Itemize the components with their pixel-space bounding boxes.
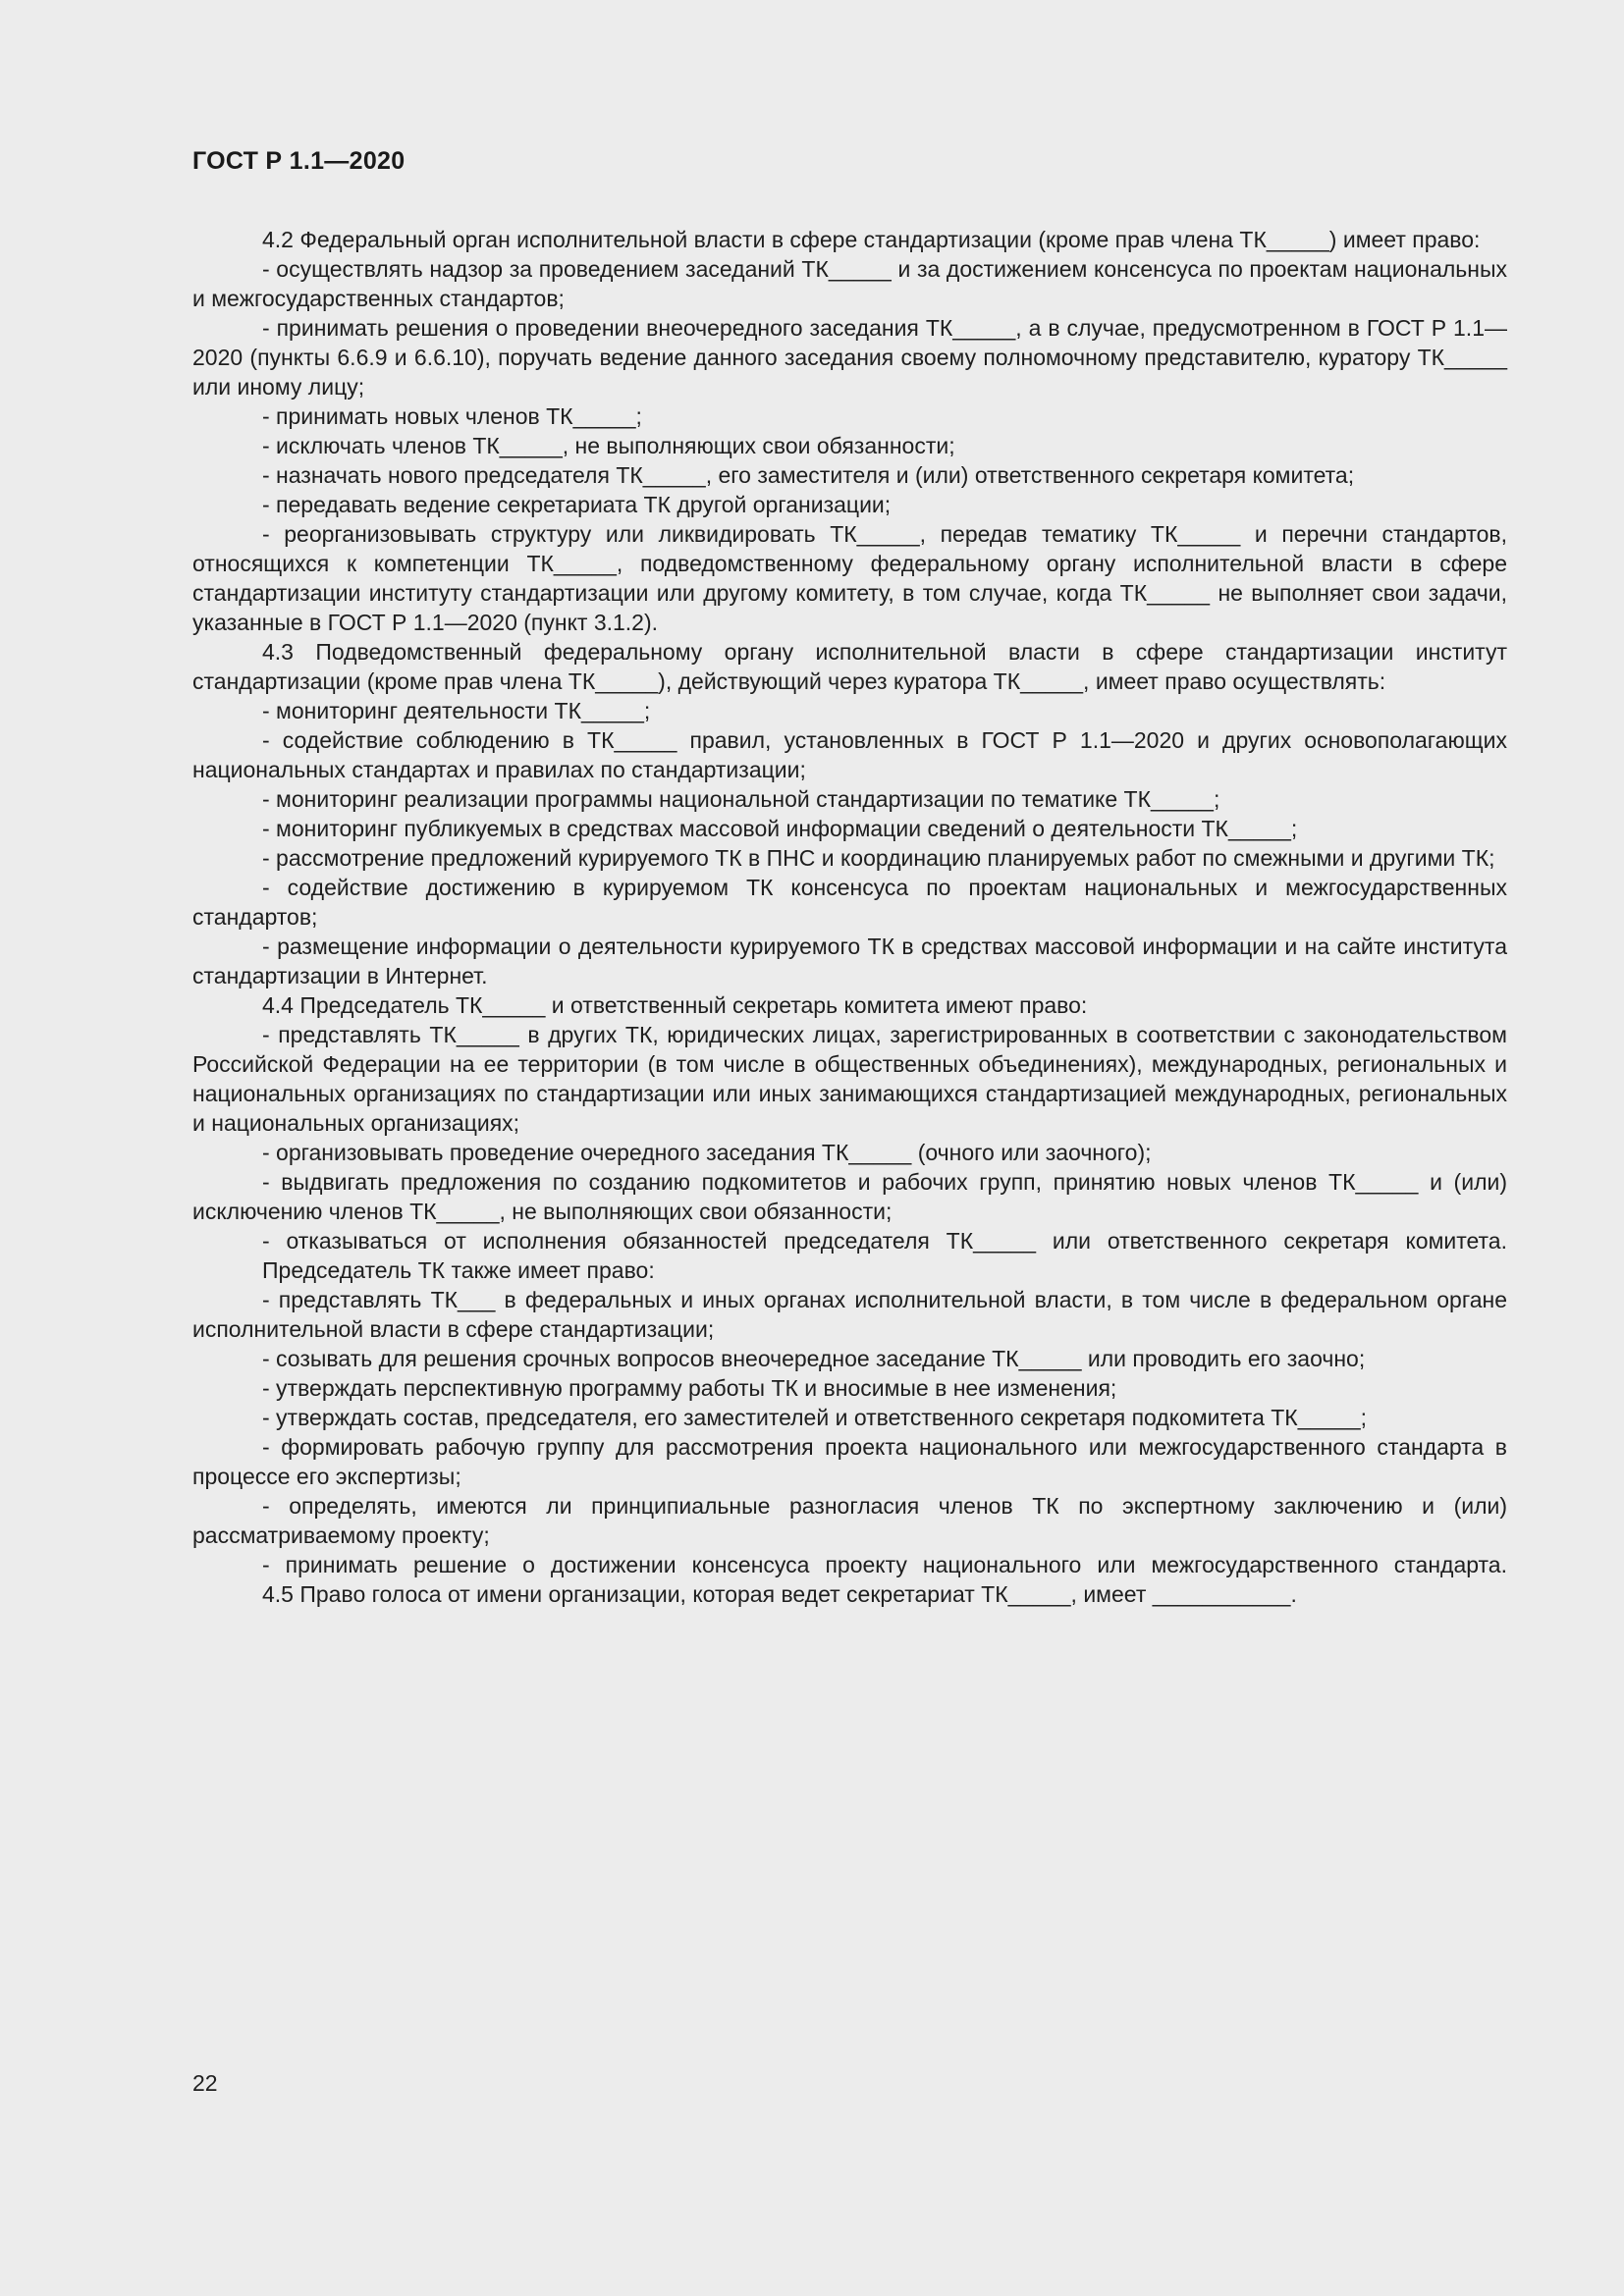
list-item: - утверждать перспективную программу работы ТК и вносимые в нее изменения; [262, 1375, 1117, 1401]
list-item: - осуществлять надзор за проведением заседаний ТК_____ и за достижением консенсуса по проектам национальных и межгосударственных стандартов; [192, 256, 1507, 311]
list-item: - передавать ведение секретариата ТК другой организации; [262, 492, 892, 517]
list-item: - содействие достижению в курируемом ТК консенсуса по проектам национальных и межгосударственных стандартов; [192, 875, 1507, 930]
list-item: - мониторинг публикуемых в средствах массовой информации сведений о деятельности ТК_____; [262, 816, 1298, 841]
paragraph-4-4: 4.4 Председатель ТК_____ и ответственный секретарь комитета имеют право: [262, 992, 1088, 1018]
list-item: - определять, имеются ли принципиальные разногласия членов ТК по экспертному заключению и (или) рассматриваемому проекту; [192, 1493, 1507, 1548]
list-item: - выдвигать предложения по созданию подкомитетов и рабочих групп, принятию новых членов ТК_____ и (или) исключению членов ТК_____, не выполняющих свои обязанности; [192, 1169, 1507, 1224]
list-item: - созывать для решения срочных вопросов внеочередное заседание ТК_____ или проводить его заочно; [262, 1346, 1366, 1371]
list-item: - исключать членов ТК_____, не выполняющих свои обязанности; [262, 433, 955, 458]
list-item: - содействие соблюдению в ТК_____ правил, установленных в ГОСТ Р 1.1—2020 и других основополагающих национальных стандартах и правилах по стандартизации; [192, 727, 1507, 782]
paragraph-4-2: 4.2 Федеральный орган исполнительной власти в сфере стандартизации (кроме прав члена ТК_____) имеет право: [262, 227, 1481, 252]
list-item: - отказываться от исполнения обязанностей председателя ТК_____ или ответственного секретаря комитета. [262, 1228, 1507, 1254]
list-item: - рассмотрение предложений курируемого ТК в ПНС и координацию планируемых работ по смежными и другими ТК; [262, 845, 1495, 871]
list-item: - реорганизовывать структуру или ликвидировать ТК_____, передав тематику ТК_____ и перечни стандартов, относящихся к компетенции ТК_____, подведомственному федеральному органу исполнительной власти в сфере стандартизации институту стандартизации или другому комитету, в том случае, когда ТК_____ не выполняет свои задачи, указанные в ГОСТ Р 1.1—2020 (пункт 3.1.2). [192, 521, 1507, 635]
document-body [192, 225, 1507, 1609]
list-item: - утверждать состав, председателя, его заместителей и ответственного секретаря подкомитета ТК_____; [262, 1405, 1368, 1430]
page-number: 22 [192, 2070, 218, 2096]
paragraph-4-3: 4.3 Подведомственный федеральному органу исполнительной власти в сфере стандартизации институт стандартизации (кроме прав члена ТК_____), действующий через куратора ТК_____, имеет право осуществлять: [192, 639, 1507, 694]
list-item: - мониторинг деятельности ТК_____; [262, 698, 651, 723]
list-item: - представлять ТК___ в федеральных и иных органах исполнительной власти, в том числе в федеральном органе исполнительной власти в сфере стандартизации; [192, 1287, 1507, 1342]
list-item: - принимать новых членов ТК_____; [262, 403, 642, 429]
document-code-header: ГОСТ Р 1.1—2020 [192, 147, 406, 175]
list-item: - организовывать проведение очередного заседания ТК_____ (очного или заочного); [262, 1140, 1152, 1165]
paragraph-4-5: 4.5 Право голоса от имени организации, которая ведет секретариат ТК_____, имеет ___________. [262, 1581, 1297, 1607]
list-item: - принимать решения о проведении внеочередного заседания ТК_____, а в случае, предусмотренном в ГОСТ Р 1.1—2020 (пункты 6.6.9 и 6.6.10), поручать ведение данного заседания своему полномочному представителю, куратору ТК_____ или иному лицу; [192, 315, 1507, 400]
list-item: - представлять ТК_____ в других ТК, юридических лицах, зарегистрированных в соответствии с законодательством Российской Федерации на ее территории (в том числе в общественных объединениях), международных, региональных и национальных организациях по стандартизации или иных занимающихся стандартизацией международных, региональных и национальных организациях; [192, 1022, 1507, 1136]
list-item: - размещение информации о деятельности курируемого ТК в средствах массовой информации и на сайте института стандартизации в Интернет. [192, 934, 1507, 988]
list-item: - формировать рабочую группу для рассмотрения проекта национального или межгосударственного стандарта в процессе его экспертизы; [192, 1434, 1507, 1489]
list-item: - принимать решение о достижении консенсуса проекту национального или межгосударственного стандарта. [262, 1552, 1507, 1577]
list-item: - мониторинг реализации программы национальной стандартизации по тематике ТК_____; [262, 786, 1220, 812]
list-item: - назначать нового председателя ТК_____, его заместителя и (или) ответственного секретаря комитета; [262, 462, 1355, 488]
chairman-rights-intro: Председатель ТК также имеет право: [262, 1257, 655, 1283]
